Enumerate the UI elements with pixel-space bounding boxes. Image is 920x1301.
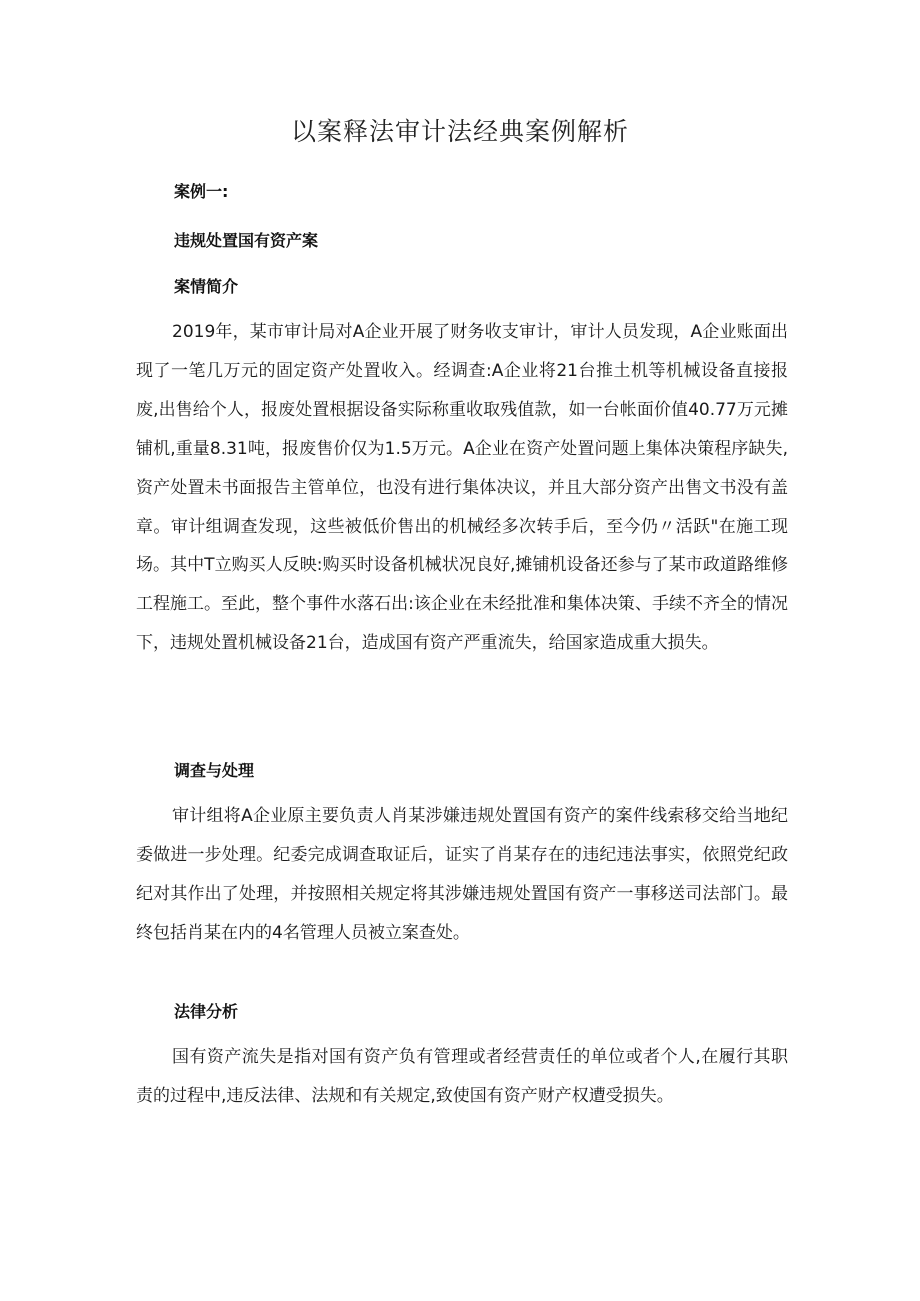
case-label: 案例一: xyxy=(174,182,229,201)
section-paragraph-investigation: 审计组将A企业原主要负责人肖某涉嫌违规处置国有资产的案件线索移交给当地纪委做进一步处理。纪委完成调查取证后，证实了肖某存在的违纪违法事实，依照党纪政纪对其作出了处理，并按照相关规定将其涉嫌违规处置国有资产一事移送司法部门。最终包括肖某在内的4名管理人员被立案查处。 xyxy=(136,806,788,943)
case-name: 违规处置国有资产案 xyxy=(174,231,319,250)
section-heading-case-summary: 案情简介 xyxy=(174,277,239,296)
section-heading-legal-analysis: 法律分析 xyxy=(174,1002,239,1021)
section-paragraph-legal-analysis: 国有资产流失是指对国有资产负有管理或者经营责任的单位或者个人,在履行其职责的过程中,违反法律、法规和有关规定,致使国有资产财产权遭受损失。 xyxy=(136,1047,788,1106)
document-title: 以案释法审计法经典案例解析 xyxy=(290,117,629,146)
section-paragraph-case-summary: 2019年，某市审计局对A企业开展了财务收支审计，审计人员发现，A企业账面出现了一笔几万元的固定资产处置收入。经调查:A企业将21台推土机等机械设备直接报废,出售给个人，报废处置根据设备实际称重收取残值款，如一台帐面价值40.77万元摊铺机,重量8.31吨，报废售价仅为1.5万元。A企业在资产处置问题上集体决策程序缺失,资产处置未书面报告主管单位，也没有进行集体决议，并且大部分资产出售文书没有盖章。审计组调查发现，这些被低价售出的机械经多次转手后，至今仍〃活跃"在施工现场。其中T立购买人反映:购买时设备机械状况良好,摊铺机设备还参与了某市政道路维修工程施工。至此，整个事件水落石出:该企业在未经批准和集体决策、手续不齐全的情况下，违规处置机械设备21台，造成国有资产严重流失，给国家造成重大损失。 xyxy=(136,322,788,654)
section-heading-investigation: 调查与处理 xyxy=(174,761,255,780)
